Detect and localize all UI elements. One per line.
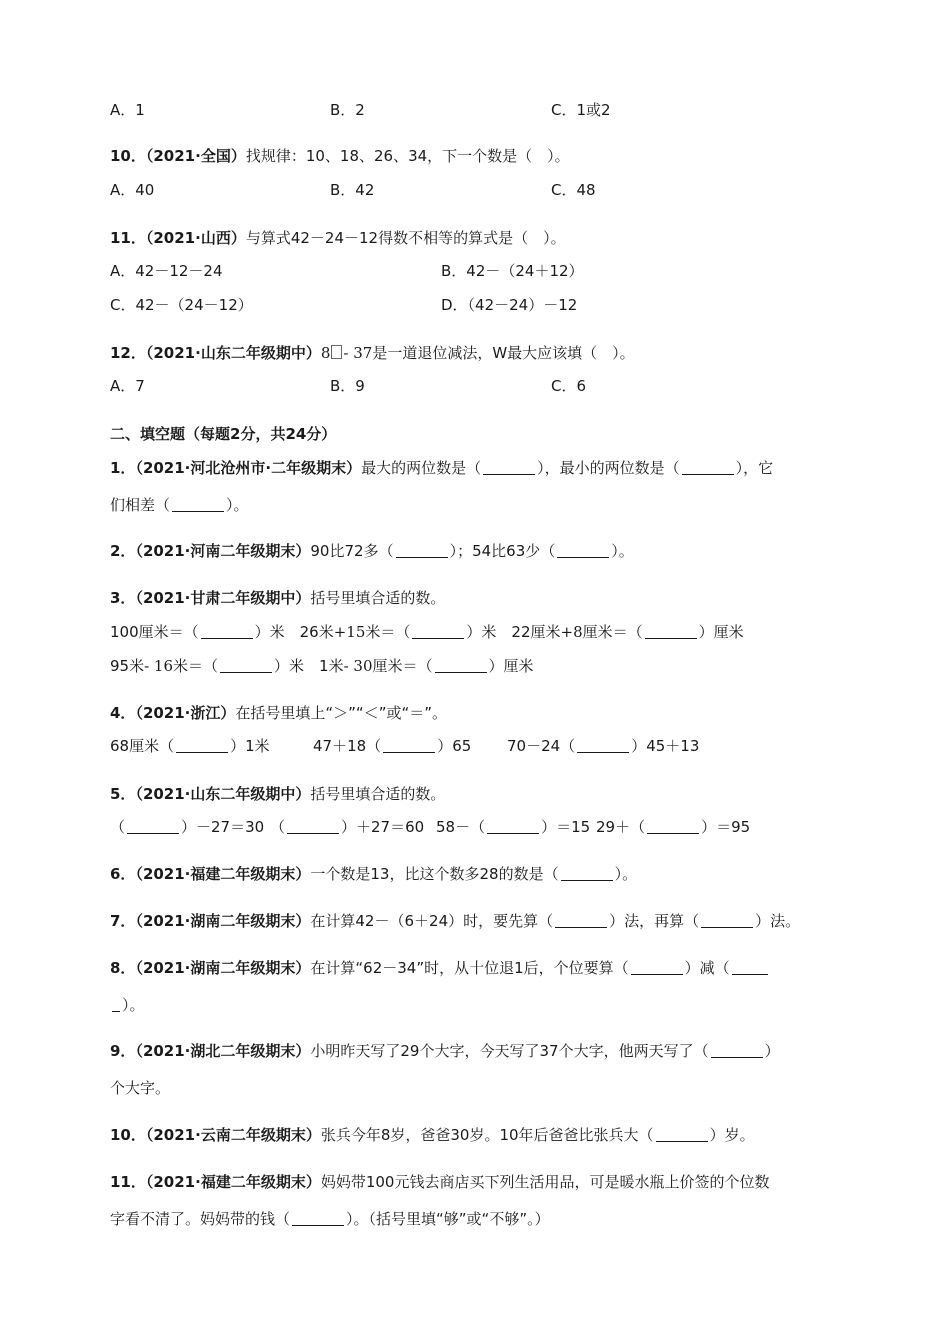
- answer-blank[interactable]: [557, 543, 609, 558]
- question-text: 个大字。: [110, 1079, 171, 1097]
- option-b: B．42: [330, 181, 375, 199]
- fill-question-6: [110, 864, 637, 884]
- answer-blank[interactable]: [201, 624, 253, 639]
- question-text: 在计算42－（6＋24）时，要先算（: [310, 912, 554, 930]
- question-source: （2021·山东二年级期中）: [135, 785, 311, 803]
- question-text: 们相差（: [110, 496, 171, 514]
- question-source: （2021·甘肃二年级期中）: [135, 589, 311, 607]
- fill-question-4: [110, 703, 447, 723]
- question-text: ）。（括号里填“够”或“不够”。）: [346, 1210, 550, 1228]
- option-c: C．42－（24－12）: [110, 296, 253, 314]
- missing-digit-box-icon: [331, 345, 342, 359]
- question-text: 在括号里填上“＞”“＜”或“＝”。: [235, 704, 448, 722]
- question-source: （2021·湖南二年级期末）: [135, 959, 311, 977]
- answer-blank[interactable]: [645, 624, 697, 639]
- equation-item: （ ）＋27＝60: [270, 818, 425, 836]
- question-source: （2021·云南二年级期末）: [145, 1126, 321, 1144]
- question-number: 7．: [110, 912, 136, 930]
- question-text: ）: [764, 1042, 780, 1060]
- option-c: C．1或2: [551, 101, 611, 119]
- fill-question-1: [110, 458, 773, 478]
- fill-question-8: [110, 958, 770, 978]
- question-number: 8．: [110, 959, 136, 977]
- fill-question-2: [110, 541, 634, 561]
- equation-item: 58－（ ）＝15: [436, 818, 591, 836]
- answer-blank[interactable]: [656, 1127, 708, 1142]
- answer-blank[interactable]: [483, 460, 535, 475]
- question-text: 找规律：10、18、26、34，下一个数是（ ）。: [245, 147, 570, 165]
- question-source: （2021·山西）: [145, 229, 246, 247]
- question-source: （2021·全国）: [145, 147, 246, 165]
- answer-blank[interactable]: [176, 738, 228, 753]
- answer-blank[interactable]: [487, 819, 539, 834]
- compare-item: 70－24（ ）45＋13: [507, 737, 700, 755]
- fill-question-10: [110, 1125, 755, 1145]
- answer-blank[interactable]: [220, 658, 272, 673]
- question-source: （2021·湖南二年级期末）: [135, 912, 311, 930]
- question-text: 90比72多（: [310, 542, 394, 560]
- section-title: 二、填空题（每题2分，共24分）: [110, 425, 337, 443]
- question-text: 在计算“62－34”时，从十位退1后，个位要算（: [310, 959, 629, 977]
- question-source: （2021·山东二年级期中）: [145, 344, 321, 362]
- question-text: ）减（: [684, 959, 730, 977]
- question-number: 11．: [110, 229, 146, 247]
- answer-blank[interactable]: [127, 819, 179, 834]
- compare-item: 47＋18（ ）65: [313, 737, 472, 755]
- question-11: [110, 228, 566, 248]
- answer-blank[interactable]: [396, 543, 448, 558]
- answer-blank[interactable]: [383, 738, 435, 753]
- expr-text: 米＝（: [365, 623, 411, 641]
- expr-text: ）米 22厘米: [466, 623, 561, 641]
- answer-blank[interactable]: [292, 1211, 344, 1226]
- question-text: ）。: [122, 996, 145, 1014]
- answer-blank-cont[interactable]: [112, 997, 120, 1012]
- fill-question-1-cont: [110, 495, 249, 515]
- fill-question-9: [110, 1041, 780, 1061]
- question-source: （2021·福建二年级期末）: [145, 1173, 321, 1191]
- expr-number: +15: [333, 623, 366, 641]
- question-12: [110, 343, 635, 363]
- question-text: 妈妈带100元钱去商店买下列生活用品，可是暖水瓶上价签的个位数: [320, 1173, 770, 1191]
- question-text: ）。: [226, 496, 249, 514]
- option-b: B．2: [330, 101, 365, 119]
- answer-blank[interactable]: [172, 497, 224, 512]
- expr-text: 100厘米＝（: [110, 623, 199, 641]
- compare-item: 68厘米（ ）1米: [110, 737, 270, 755]
- expr-number: - 16: [144, 657, 174, 675]
- question-source: （2021·河南二年级期末）: [135, 542, 311, 560]
- answer-blank[interactable]: [647, 819, 699, 834]
- question-10: [110, 146, 570, 166]
- question-text: 字看不清了。妈妈带的钱（: [110, 1210, 291, 1228]
- question-text: 括号里填合适的数。: [310, 785, 446, 803]
- question-text: ）。: [611, 542, 634, 560]
- option-a: A．42－12－24: [110, 262, 223, 280]
- option-a: A．40: [110, 181, 155, 199]
- option-b: B．42－（24＋12）: [441, 262, 584, 280]
- fill-question-3: [110, 588, 445, 608]
- question-number: 11．: [110, 1173, 146, 1191]
- expr-number: - 30: [343, 657, 373, 675]
- option-a: A．1: [110, 101, 145, 119]
- question-number: 10．: [110, 1126, 146, 1144]
- fill-question-7: [110, 911, 800, 931]
- question-text: 与算式42－24－12得数不相等的算式是（ ）。: [245, 229, 566, 247]
- question-text: 小明昨天写了29个大字，今天写了37个大字，他两天写了（: [310, 1042, 709, 1060]
- question-text: ），它: [735, 459, 774, 477]
- question-number: 6．: [110, 865, 136, 883]
- fill-question-11: [110, 1172, 769, 1192]
- option-d: D．（42－24）－12: [441, 296, 578, 314]
- fill-question-3-line2: [110, 656, 534, 676]
- expr-text: 95米: [110, 657, 145, 675]
- question-text: 张兵今年8岁，爸爸30岁。10年后爸爸比张兵大（: [320, 1126, 654, 1144]
- option-b: B．9: [330, 377, 365, 395]
- question-source: （2021·河北沧州市·二年级期末）: [135, 459, 362, 477]
- expr-text: 厘米＝（: [372, 657, 433, 675]
- question-text: ）；54比63少（: [449, 542, 556, 560]
- answer-blank[interactable]: [732, 960, 768, 975]
- question-text: ）法，再算（: [609, 912, 700, 930]
- answer-blank[interactable]: [577, 738, 629, 753]
- question-source: （2021·湖北二年级期末）: [135, 1042, 311, 1060]
- answer-blank[interactable]: [682, 460, 734, 475]
- expr-text: 米＝（: [173, 657, 219, 675]
- question-number: 10．: [110, 147, 146, 165]
- question-number: 3．: [110, 589, 136, 607]
- answer-blank[interactable]: [555, 913, 607, 928]
- question-source: （2021·浙江）: [135, 704, 236, 722]
- question-number: 1．: [110, 459, 136, 477]
- fill-question-11-cont: [110, 1209, 550, 1229]
- question-text: ）法。: [755, 912, 801, 930]
- expr-text: 厘米＝（: [582, 623, 643, 641]
- question-text: 是一道退位减法，W最大应该填（ ）。: [372, 344, 635, 362]
- question-number: 2．: [110, 542, 136, 560]
- option-a: A．7: [110, 377, 145, 395]
- answer-blank[interactable]: [711, 1043, 763, 1058]
- fill-question-3-line1: [110, 622, 744, 642]
- expr-text: ）厘米: [488, 657, 534, 675]
- expr-text: ）米 26米: [254, 623, 334, 641]
- question-text: 一个数是13，比这个数多28的数是（: [310, 865, 559, 883]
- question-number: 4．: [110, 704, 136, 722]
- expression-left: 8: [320, 344, 331, 362]
- option-c: C．6: [551, 377, 587, 395]
- option-c: C．48: [551, 181, 596, 199]
- answer-blank[interactable]: [701, 913, 753, 928]
- fill-question-5: [110, 784, 445, 804]
- expr-number: +8: [560, 623, 583, 641]
- answer-blank[interactable]: [561, 866, 613, 881]
- question-source: （2021·福建二年级期末）: [135, 865, 311, 883]
- question-number: 12．: [110, 344, 146, 362]
- answer-blank[interactable]: [631, 960, 683, 975]
- equation-item: 29＋（ ）＝95: [596, 818, 751, 836]
- question-text: 最大的两位数是（: [361, 459, 482, 477]
- expr-text: ）米 1米: [274, 657, 344, 675]
- question-text: ）。: [614, 865, 638, 883]
- question-text: ）岁。: [709, 1126, 755, 1144]
- expr-text: ）厘米: [698, 623, 744, 641]
- question-number: 5．: [110, 785, 136, 803]
- answer-blank[interactable]: [412, 624, 464, 639]
- question-number: 9．: [110, 1042, 136, 1060]
- fill-question-9-cont: [110, 1078, 170, 1098]
- equation-item: （ ）－27＝30: [110, 818, 265, 836]
- question-text: ），最小的两位数是（: [537, 459, 680, 477]
- answer-blank[interactable]: [287, 819, 339, 834]
- question-text: 括号里填合适的数。: [310, 589, 446, 607]
- answer-blank[interactable]: [435, 658, 487, 673]
- fill-question-8-cont: [110, 995, 145, 1015]
- expression-right: - 37: [343, 344, 373, 362]
